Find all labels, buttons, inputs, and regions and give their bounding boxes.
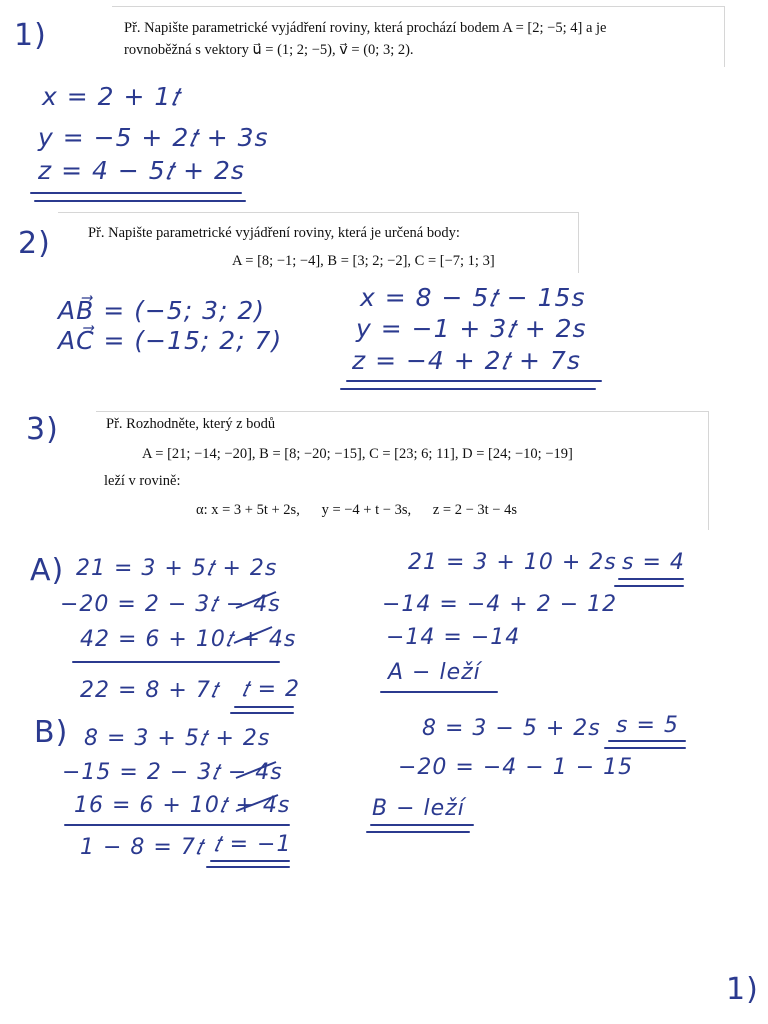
part-b-line-4: 1 − 8 = 7𝑡 bbox=[80, 835, 204, 860]
problem-3-text-line1: Př. Rozhodněte, který z bodů bbox=[106, 416, 276, 432]
problem-1-solution-y: y = −5 + 2𝑡 + 3s bbox=[38, 123, 269, 152]
part-a-line-4: 22 = 8 + 7𝑡 bbox=[80, 678, 219, 703]
part-b-t-result: 𝑡 = −1 bbox=[214, 832, 292, 857]
part-b-line-1: 8 = 3 + 5𝑡 + 2s bbox=[84, 726, 271, 751]
part-a-t-result: 𝑡 = 2 bbox=[242, 677, 301, 702]
part-b-right-line-1: 8 = 3 − 5 + 2s bbox=[422, 716, 601, 741]
problem-3-number: 3) bbox=[26, 412, 59, 447]
problem-3-text-line3: leží v rovině: bbox=[104, 473, 181, 489]
part-a-s-result: s = 4 bbox=[622, 550, 685, 575]
problem-3-text-line2: A = [21; −14; −20], B = [8; −20; −15], C = [23; 6; 11], D = [24; −10; −19] bbox=[142, 446, 573, 462]
strike-part-b-4s-1 bbox=[236, 762, 276, 778]
problem-2-text-line2: A = [8; −1; −4], B = [3; 2; −2], C = [−7; 1; 3] bbox=[232, 253, 495, 269]
part-a-conclusion: A − leží bbox=[388, 660, 481, 685]
problem-1-number: 1) bbox=[14, 18, 47, 53]
problem-2-solution-z: z = −4 + 2𝑡 + 7s bbox=[352, 346, 581, 375]
problem-2-solution-x: x = 8 − 5𝑡 − 15s bbox=[360, 283, 586, 312]
strike-part-b-4s-2 bbox=[236, 795, 278, 811]
part-b-conclusion: B − leží bbox=[372, 796, 465, 821]
problem-3-plane: α: x = 3 + 5t + 2s, y = −4 + t − 3s, z = 2 − 3t − 4s bbox=[196, 502, 517, 518]
problem-2-solution-y: y = −1 + 3𝑡 + 2s bbox=[356, 314, 587, 343]
part-a-right-line-2: −14 = −4 + 2 − 12 bbox=[382, 592, 618, 617]
problem-2-number: 2) bbox=[18, 226, 51, 261]
part-b-line-3: 16 = 6 + 10𝑡 + 4s bbox=[74, 793, 291, 818]
problem-1-solution-x: x = 2 + 1𝑡 bbox=[42, 82, 180, 111]
part-b-line-2: −15 = 2 − 3𝑡 − 4s bbox=[62, 760, 283, 785]
problem-1-solution-z: z = 4 − 5𝑡 + 2s bbox=[38, 156, 245, 185]
problem-1-text-line2: rovnoběžná s vektory u⃗ = (1; 2; −5), v⃗ = (0; 3; 2). bbox=[124, 42, 414, 58]
page-number: 1) bbox=[726, 972, 759, 1007]
part-a-right-line-3: −14 = −14 bbox=[386, 625, 521, 650]
strike-part-a-4s-2 bbox=[234, 627, 272, 643]
problem-2-vector-ac: AC⃗ = (−15; 2; 7) bbox=[58, 326, 283, 355]
part-a-right-line-1: 21 = 3 + 10 + 2s bbox=[408, 550, 617, 575]
part-a-label: A) bbox=[30, 553, 65, 588]
problem-2-text-line1: Př. Napište parametrické vyjádření roviny, která je určená body: bbox=[88, 225, 460, 241]
part-a-line-1: 21 = 3 + 5𝑡 + 2s bbox=[76, 556, 278, 581]
part-a-line-3: 42 = 6 + 10𝑡 + 4s bbox=[80, 627, 297, 652]
problem-1-text-line1: Př. Napište parametrické vyjádření roviny, která prochází bodem A = [2; −5; 4] a je bbox=[124, 20, 607, 36]
part-b-right-line-2: −20 = −4 − 1 − 15 bbox=[398, 755, 634, 780]
part-b-s-result: s = 5 bbox=[616, 713, 679, 738]
part-a-line-2: −20 = 2 − 3𝑡 − 4s bbox=[60, 592, 281, 617]
strike-part-a-4s-1 bbox=[236, 592, 276, 608]
problem-2-vector-ab: AB⃗ = (−5; 3; 2) bbox=[58, 296, 266, 325]
part-b-label: B) bbox=[34, 715, 69, 750]
